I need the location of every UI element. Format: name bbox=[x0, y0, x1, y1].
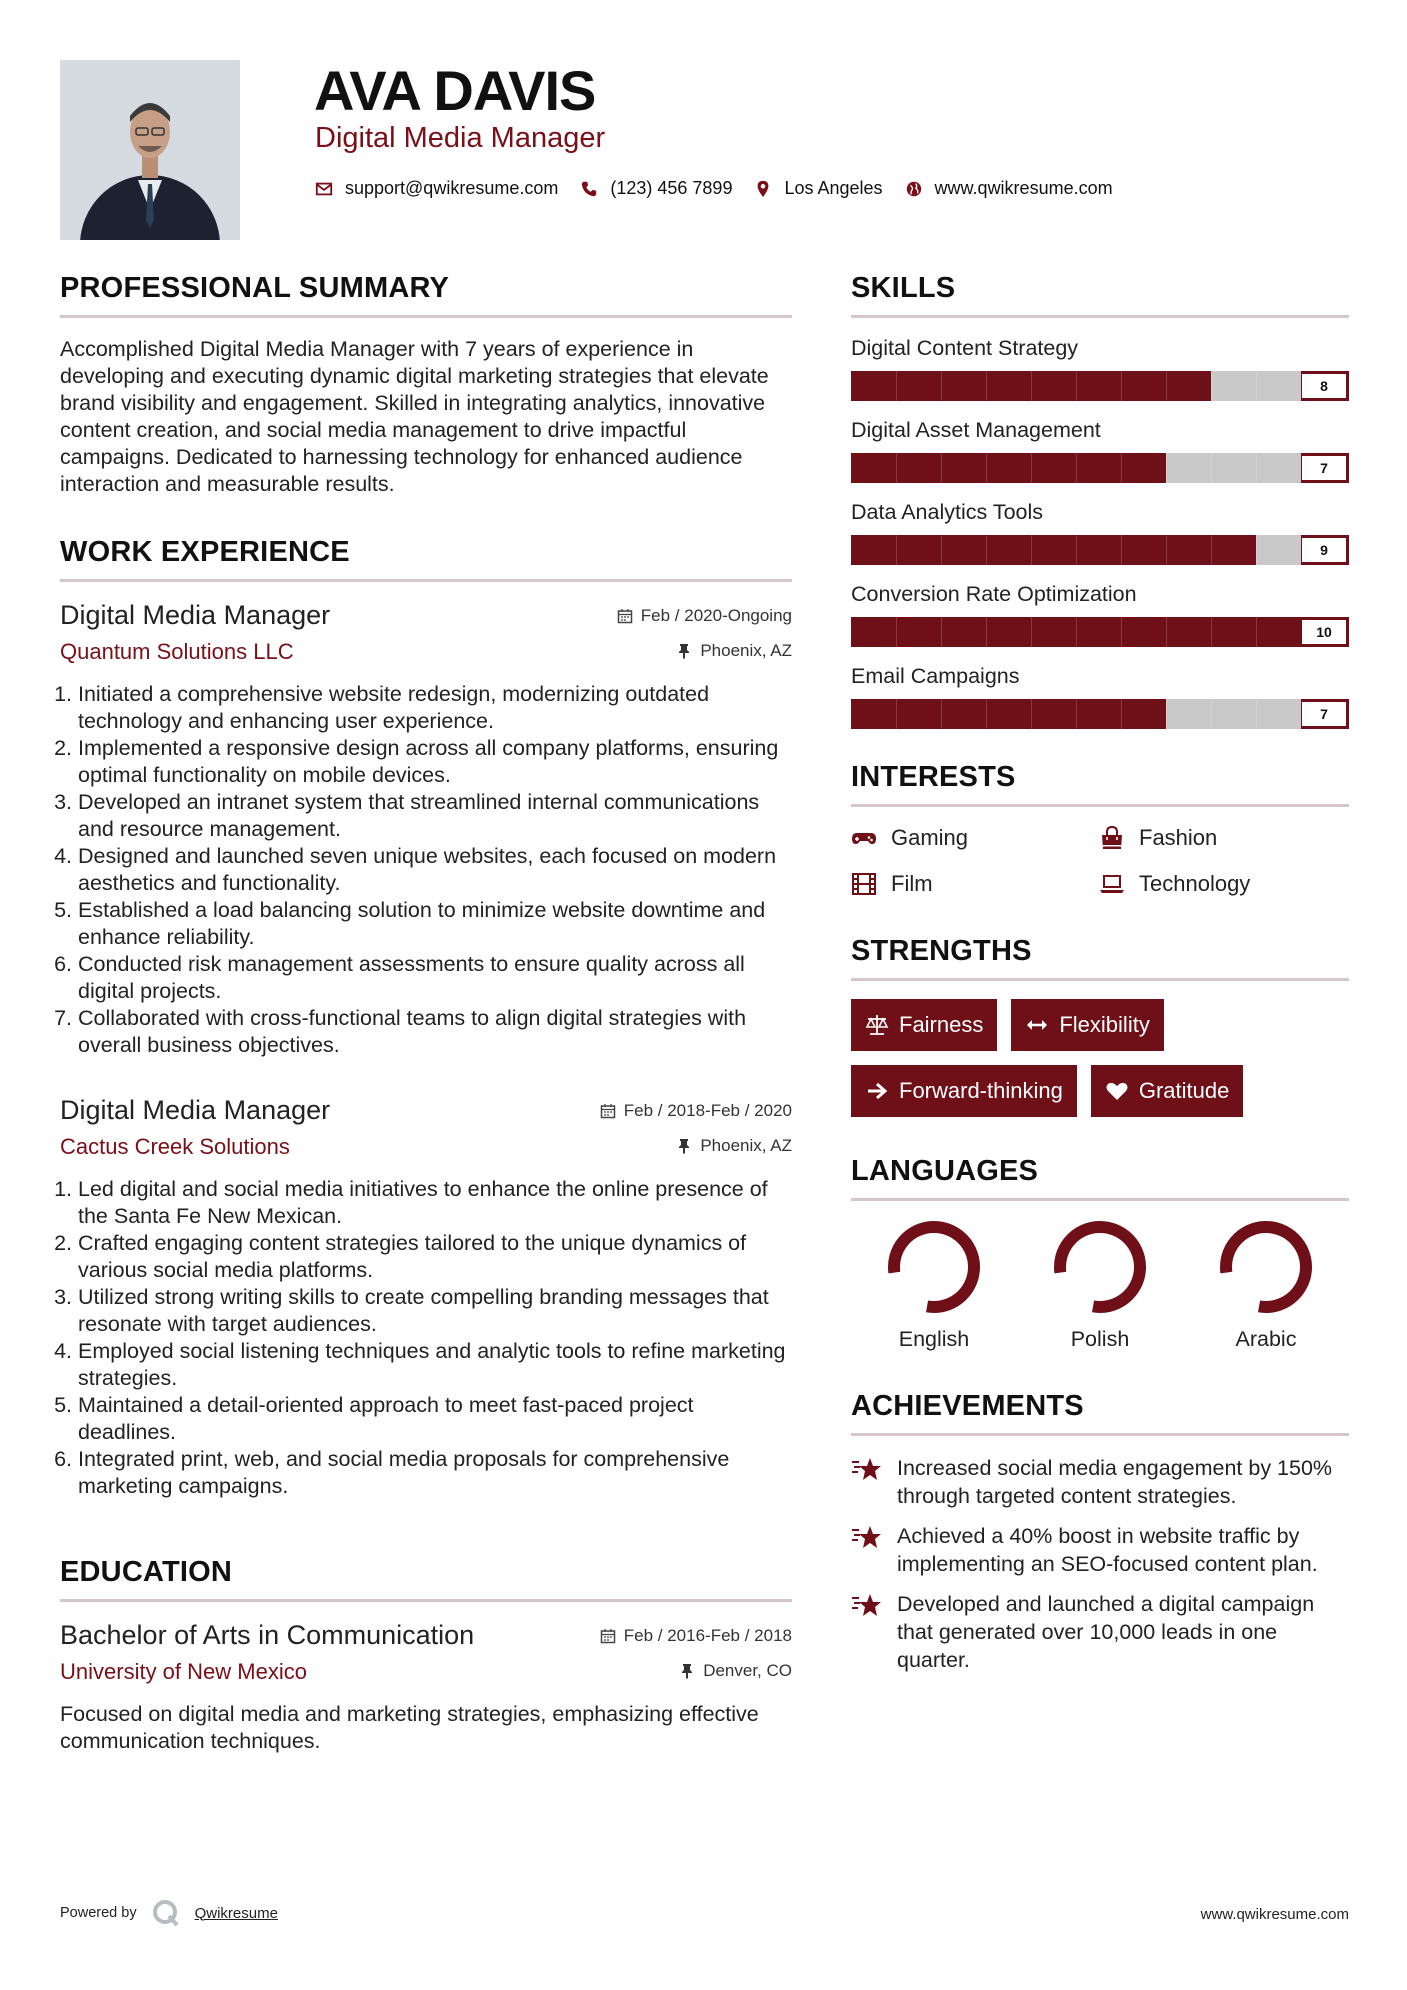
skill-item bbox=[851, 500, 1349, 565]
skill-segment-divider bbox=[1166, 617, 1167, 647]
duty-item: 4. Designed and launched seven unique websites, each focused on modern aesthetics and functionality. bbox=[78, 843, 792, 897]
duty-item: 1. Initiated a comprehensive website redesign, modernizing outdated technology and enhancing user experience. bbox=[78, 681, 792, 735]
company-name: Cactus Creek Solutions bbox=[60, 1134, 290, 1159]
achievement-text: Developed and launched a digital campaign that generated over 10,000 leads in one quarter. bbox=[897, 1592, 1315, 1672]
job-date-text: Feb / 2020-Ongoing bbox=[640, 606, 792, 625]
language-item bbox=[851, 1219, 1017, 1352]
skills-list bbox=[851, 336, 1349, 729]
education-date-text: Feb / 2016-Feb / 2018 bbox=[623, 1626, 792, 1645]
laptop-icon bbox=[1099, 871, 1125, 897]
bag-icon bbox=[1099, 825, 1125, 851]
duty-item: 6. Conducted risk management assessments to ensure quality across all digital projects. bbox=[78, 951, 792, 1005]
language-ring bbox=[886, 1219, 982, 1315]
language-item bbox=[1183, 1219, 1349, 1352]
interest-label: Gaming bbox=[891, 825, 969, 850]
calendar-icon bbox=[600, 1103, 616, 1119]
skill-level-badge: 7 bbox=[1299, 453, 1349, 483]
skill-name: Data Analytics Tools bbox=[851, 500, 1044, 524]
duty-item: 1. Led digital and social media initiatives to enhance the online presence of the Santa Fe New Mexican. bbox=[78, 1176, 792, 1230]
interest-label: Film bbox=[891, 871, 933, 896]
skill-level-badge: 8 bbox=[1299, 371, 1349, 401]
email-text: support@qwikresume.com bbox=[345, 178, 559, 198]
powered-by-text: Powered by bbox=[60, 1905, 137, 1921]
skill-item bbox=[851, 664, 1349, 729]
skill-fill bbox=[851, 453, 1166, 483]
job-title: Digital Media Manager bbox=[60, 600, 331, 630]
profile-photo bbox=[60, 60, 240, 240]
skill-segment-divider bbox=[1121, 617, 1122, 647]
star-icon bbox=[851, 1524, 883, 1552]
school-name: University of New Mexico bbox=[60, 1659, 307, 1684]
skill-segment-divider bbox=[1166, 699, 1167, 729]
skill-item bbox=[851, 418, 1349, 483]
degree-title: Bachelor of Arts in Communication bbox=[60, 1620, 475, 1650]
skill-segment-divider bbox=[1076, 453, 1077, 483]
achievements-heading: ACHIEVEMENTS bbox=[851, 1390, 1349, 1436]
envelope-icon bbox=[315, 180, 333, 198]
pushpin-icon bbox=[679, 1663, 695, 1679]
languages-heading: LANGUAGES bbox=[851, 1155, 1349, 1201]
skill-name: Digital Asset Management bbox=[851, 418, 1101, 442]
skill-segment-divider bbox=[1121, 535, 1122, 565]
summary-heading: PROFESSIONAL SUMMARY bbox=[60, 272, 792, 318]
skill-segment-divider bbox=[1031, 617, 1032, 647]
right-column bbox=[851, 272, 1349, 1686]
contact-phone[interactable] bbox=[580, 178, 732, 199]
skill-segment-divider bbox=[1211, 699, 1212, 729]
skill-segment-divider bbox=[941, 617, 942, 647]
candidate-role: Digital Media Manager bbox=[315, 122, 606, 154]
strengths-section bbox=[851, 935, 1349, 1117]
language-name: Arabic bbox=[1235, 1327, 1297, 1351]
languages-list bbox=[851, 1219, 1349, 1352]
job-location bbox=[676, 641, 792, 661]
map-pin-icon bbox=[754, 180, 772, 198]
skill-level-badge: 7 bbox=[1299, 699, 1349, 729]
job-entry bbox=[60, 600, 792, 1059]
job-title: Digital Media Manager bbox=[60, 1095, 331, 1125]
strength-tag bbox=[851, 1065, 1077, 1117]
skill-item bbox=[851, 582, 1349, 647]
candidate-name: AVA DAVIS bbox=[314, 59, 596, 122]
education-location bbox=[679, 1661, 792, 1681]
duty-item: 7. Collaborated with cross-functional teams to align digital strategies with overall business objectives. bbox=[78, 1005, 792, 1059]
skill-segment-divider bbox=[1211, 371, 1212, 401]
education-heading: EDUCATION bbox=[60, 1556, 792, 1602]
job-date bbox=[600, 1101, 792, 1121]
skill-level-badge: 10 bbox=[1299, 617, 1349, 647]
footer-brand bbox=[60, 1898, 278, 1928]
strengths-heading: STRENGTHS bbox=[851, 935, 1349, 981]
film-icon bbox=[851, 871, 877, 897]
skill-bar bbox=[851, 535, 1349, 565]
star-icon bbox=[851, 1592, 883, 1620]
skill-segment-divider bbox=[986, 453, 987, 483]
interest-item bbox=[1099, 825, 1349, 851]
skill-track bbox=[851, 453, 1301, 483]
skill-segment-divider bbox=[1256, 371, 1257, 401]
achievement-item bbox=[851, 1454, 1349, 1510]
skill-segment-divider bbox=[1211, 617, 1212, 647]
skill-bar bbox=[851, 453, 1349, 483]
interest-item bbox=[851, 871, 1099, 897]
skill-segment-divider bbox=[1166, 371, 1167, 401]
summary-section bbox=[60, 272, 792, 498]
gamepad-icon bbox=[851, 825, 877, 851]
language-item bbox=[1017, 1219, 1183, 1352]
skill-segment-divider bbox=[1256, 453, 1257, 483]
skill-name: Conversion Rate Optimization bbox=[851, 582, 1137, 606]
duty-list bbox=[60, 681, 792, 1059]
contact-location bbox=[754, 178, 882, 199]
strength-label: Fairness bbox=[899, 1012, 984, 1037]
skill-segment-divider bbox=[941, 535, 942, 565]
job-date bbox=[617, 606, 792, 626]
skill-segment-divider bbox=[1076, 699, 1077, 729]
skill-segment-divider bbox=[1256, 699, 1257, 729]
contact-website[interactable] bbox=[905, 178, 1113, 199]
skill-segment-divider bbox=[1121, 371, 1122, 401]
company-name: Quantum Solutions LLC bbox=[60, 639, 294, 664]
interest-label: Fashion bbox=[1139, 825, 1218, 850]
skill-name: Email Campaigns bbox=[851, 664, 1020, 688]
skills-section bbox=[851, 272, 1349, 729]
website-text: www.qwikresume.com bbox=[934, 178, 1113, 198]
location-text: Los Angeles bbox=[784, 178, 883, 198]
skill-segment-divider bbox=[1031, 699, 1032, 729]
duty-item: 3. Utilized strong writing skills to create compelling branding messages that resonate with target audiences. bbox=[78, 1284, 792, 1338]
language-arc bbox=[889, 1222, 979, 1312]
interests-heading: INTERESTS bbox=[851, 761, 1349, 807]
achievement-item bbox=[851, 1590, 1349, 1674]
interests-grid bbox=[851, 825, 1349, 897]
interest-label: Technology bbox=[1139, 871, 1251, 896]
skill-segment-divider bbox=[1166, 453, 1167, 483]
achievement-text: Increased social media engagement by 150% through targeted content strategies. bbox=[897, 1456, 1333, 1508]
contact-bar bbox=[315, 178, 1121, 199]
strength-tag bbox=[1011, 999, 1163, 1051]
skill-segment-divider bbox=[1031, 535, 1032, 565]
skill-segment-divider bbox=[1256, 535, 1257, 565]
skill-track bbox=[851, 535, 1301, 565]
phone-text: (123) 456 7899 bbox=[610, 178, 733, 198]
skill-segment-divider bbox=[1031, 453, 1032, 483]
star-icon bbox=[851, 1456, 883, 1484]
skill-segment-divider bbox=[941, 699, 942, 729]
skills-heading: SKILLS bbox=[851, 272, 1349, 318]
globe-icon bbox=[905, 180, 923, 198]
footer-website[interactable]: www.qwikresume.com bbox=[1200, 1906, 1349, 1923]
achievement-text: Achieved a 40% boost in website traffic by implementing an SEO-focused content plan. bbox=[897, 1524, 1318, 1576]
skill-bar bbox=[851, 699, 1349, 729]
skill-segment-divider bbox=[1031, 371, 1032, 401]
education-location-text: Denver, CO bbox=[703, 1661, 792, 1680]
job-date-text: Feb / 2018-Feb / 2020 bbox=[623, 1101, 792, 1120]
strength-label: Flexibility bbox=[1059, 1012, 1150, 1037]
skill-segment-divider bbox=[1076, 371, 1077, 401]
job-entry bbox=[60, 1095, 792, 1500]
calendar-icon bbox=[617, 608, 633, 624]
duty-list bbox=[60, 1176, 792, 1500]
skill-segment-divider bbox=[896, 371, 897, 401]
duty-item: 5. Maintained a detail-oriented approach to meet fast-paced project deadlines. bbox=[78, 1392, 792, 1446]
job-location bbox=[676, 1136, 792, 1156]
skill-segment-divider bbox=[1256, 617, 1257, 647]
strength-label: Gratitude bbox=[1138, 1078, 1230, 1103]
education-section bbox=[60, 1556, 792, 1755]
duty-item: 4. Employed social listening techniques and analytic tools to refine marketing strategies. bbox=[78, 1338, 792, 1392]
pushpin-icon bbox=[676, 643, 692, 659]
skill-segment-divider bbox=[896, 535, 897, 565]
education-date bbox=[600, 1626, 792, 1646]
language-name: English bbox=[898, 1327, 970, 1351]
pushpin-icon bbox=[676, 1138, 692, 1154]
strength-label: Forward-thinking bbox=[899, 1078, 1063, 1103]
skill-track bbox=[851, 699, 1301, 729]
skill-bar bbox=[851, 371, 1349, 401]
interest-item bbox=[851, 825, 1099, 851]
skill-segment-divider bbox=[896, 617, 897, 647]
skill-segment-divider bbox=[1211, 453, 1212, 483]
skill-bar bbox=[851, 617, 1349, 647]
duty-item: 2. Implemented a responsive design across all company platforms, ensuring optimal functionality on mobile devices. bbox=[78, 735, 792, 789]
calendar-icon bbox=[600, 1628, 616, 1644]
skill-segment-divider bbox=[896, 699, 897, 729]
education-description: Focused on digital media and marketing strategies, emphasizing effective communication techniques. bbox=[60, 1702, 759, 1753]
skill-segment-divider bbox=[1076, 617, 1077, 647]
skill-segment-divider bbox=[896, 453, 897, 483]
skill-segment-divider bbox=[1121, 453, 1122, 483]
strength-tag bbox=[851, 999, 997, 1051]
skill-segment-divider bbox=[1121, 699, 1122, 729]
summary-text: Accomplished Digital Media Manager with 7 years of experience in developing and executing dynamic digital marketing strategies that elevate brand visibility and engagement. Skilled in integrating analytics, innovative content creation, and social media management to drive impactful campaigns. Dedicated to harnessing technology for enhanced audience interaction and measurable results. bbox=[60, 337, 769, 496]
skill-level-badge: 9 bbox=[1299, 535, 1349, 565]
achievements-section bbox=[851, 1390, 1349, 1674]
duty-item: 2. Crafted engaging content strategies tailored to the unique dynamics of various social media platforms. bbox=[78, 1230, 792, 1284]
skill-segment-divider bbox=[1166, 535, 1167, 565]
interest-item bbox=[1099, 871, 1349, 897]
duty-item: 6. Integrated print, web, and social media proposals for comprehensive marketing campaigns. bbox=[78, 1446, 792, 1500]
skill-item bbox=[851, 336, 1349, 401]
language-arc bbox=[1055, 1222, 1145, 1312]
job-location-text: Phoenix, AZ bbox=[700, 1136, 792, 1155]
language-ring bbox=[1052, 1219, 1148, 1315]
skill-fill bbox=[851, 699, 1166, 729]
skill-track bbox=[851, 617, 1301, 647]
interests-section bbox=[851, 761, 1349, 897]
skill-segment-divider bbox=[986, 371, 987, 401]
skill-segment-divider bbox=[941, 371, 942, 401]
achievement-item bbox=[851, 1522, 1349, 1578]
duty-item: 5. Established a load balancing solution to minimize website downtime and enhance reliability. bbox=[78, 897, 792, 951]
arrow-right-icon bbox=[865, 1079, 889, 1103]
skill-track bbox=[851, 371, 1301, 401]
skill-fill bbox=[851, 535, 1256, 565]
qwikresume-logo-icon bbox=[151, 1898, 181, 1928]
experience-section bbox=[60, 536, 792, 1500]
skill-segment-divider bbox=[941, 453, 942, 483]
heart-icon bbox=[1105, 1079, 1129, 1103]
experience-heading: WORK EXPERIENCE bbox=[60, 536, 792, 582]
contact-email[interactable] bbox=[315, 178, 558, 199]
skill-name: Digital Content Strategy bbox=[851, 336, 1079, 360]
job-location-text: Phoenix, AZ bbox=[700, 641, 792, 660]
skill-segment-divider bbox=[986, 617, 987, 647]
language-arc bbox=[1221, 1222, 1311, 1312]
language-ring bbox=[1218, 1219, 1314, 1315]
skill-segment-divider bbox=[986, 535, 987, 565]
language-name: Polish bbox=[1070, 1327, 1130, 1351]
left-column bbox=[60, 272, 792, 1755]
duty-item: 3. Developed an intranet system that streamlined internal communications and resource management. bbox=[78, 789, 792, 843]
balance-scale-icon bbox=[865, 1013, 889, 1037]
brand-link[interactable]: Qwikresume bbox=[194, 1904, 278, 1922]
strength-tag bbox=[1091, 1065, 1244, 1117]
strengths-list bbox=[851, 999, 1349, 1117]
skill-segment-divider bbox=[986, 699, 987, 729]
languages-section bbox=[851, 1155, 1349, 1352]
arrows-horizontal-icon bbox=[1025, 1013, 1049, 1037]
phone-icon bbox=[580, 180, 598, 198]
skill-segment-divider bbox=[1211, 535, 1212, 565]
skill-segment-divider bbox=[1076, 535, 1077, 565]
